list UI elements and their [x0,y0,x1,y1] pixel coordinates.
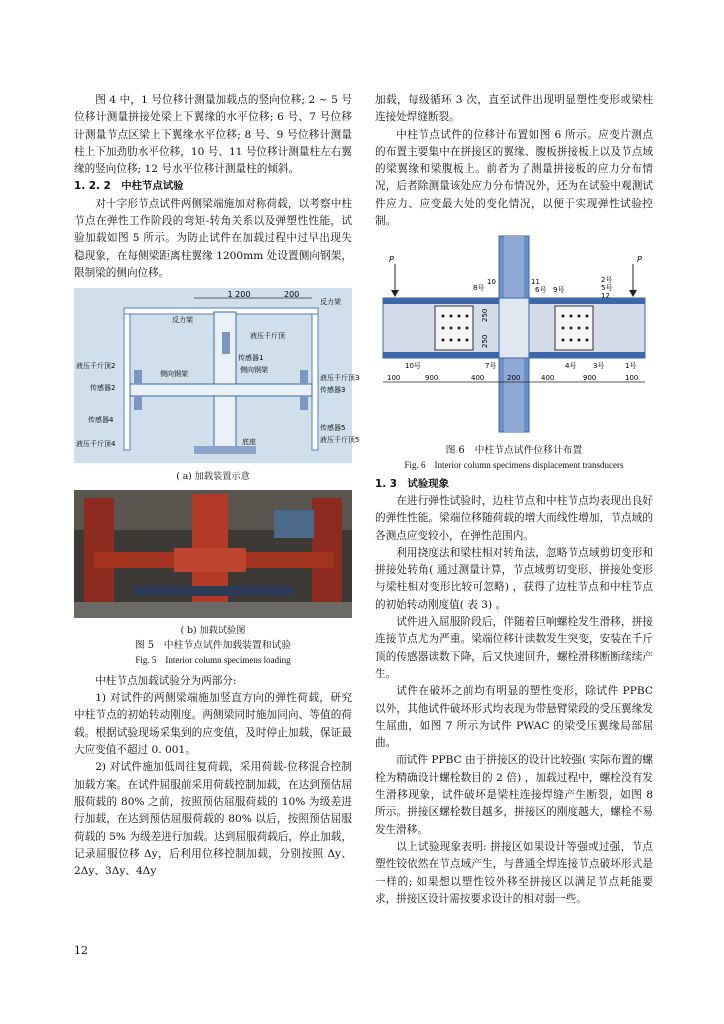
paragraph: 2) 对试件施加低周往复荷载，采用荷载-位移混合控制加载方案。在试件屈服前采用荷载控制加载，在达到预估屈服荷载的 80% 之前，按照预估屈服荷载的 10% 为级差进行加载，在达到预估屈服荷载的 80% 以后，按照预估屈服荷载的 5% 为级差进行加载。达到屈服荷载后，停止加载，记录屈服位移 Δy，后利用位移控制加载，分别按照 Δy、2Δy、3Δy、4Δy [74,761,352,878]
paragraph: 而试件 PPBC 由于拼接区的设计比较强( 实际布置的螺栓为精确设计螺栓数目的 2 倍) ，加载过程中，螺栓没有发生滑移现象，试件破坏是梁柱连接焊缝产生断裂，如图 8 所示。拼接区螺栓数目越多，拼接区的刚度越大，螺栓不易发生滑移。 [375,754,653,836]
paragraph: 1) 对试件的两侧梁端施加竖直方向的弹性荷载，研究中柱节点的初始转动刚度。两侧梁同时施加同向、等值的荷载。根据试验现场采集到的应变值，及时停止加载，保证最大应变值不超过 0. 001。 [74,692,352,757]
label-t12: 12 [601,292,610,301]
loading-setup-diagram [74,288,360,463]
label-jack3: 液压千斤顶3 [320,374,360,383]
label-load-right: P [637,255,642,265]
figure-6-caption: 图 6 中柱节点试件位移计布置 [445,444,583,456]
paragraph: 试件进入屈服阶段后，伴随着巨响螺栓发生滑移，拼接连接节点尤为严重。梁端位移计读数发生突变，安装在千斤顶的传感器读数下降，后又快速回升，螺栓滑移断断续续产生。 [375,616,653,680]
label-sensor5: 传感器5 [320,424,346,433]
label-jack-top: 液压千斤顶 [250,332,285,341]
transducer-layout-diagram [375,236,653,436]
label-load-left: P [389,255,394,265]
label-jack5: 液压千斤顶5 [320,436,360,445]
label-lateral-left: 侧向钢架 [160,370,188,379]
label-dim-100a: 100 [387,374,401,383]
section-heading: 1. 3 试验现象 [375,477,449,490]
paragraph: 试件在破坏之前均有明显的塑性变形，除试件 PPBC 以外，其他试件破坏形式均表现为带悬臂梁段的受压翼缘发生屈曲，如图 7 所示为试件 PWAC 的梁受压翼缘局部屈曲。 [375,685,653,750]
figure-5a [74,288,360,483]
figure-6 [375,236,653,471]
figure-5a-caption: ( a) 加载装置示意 [176,470,250,482]
paragraph: 以上试验现象表明: 拼接区如果设计等强或过强，节点塑性铰依然在节点域产生，与普通全焊连接节点破坏形式是一样的; 如果想以塑性铰外移至拼接区以满足节点耗能要求，拼接区设计需按要求设计的相对弱一些。 [375,840,653,905]
loading-test-photo [74,490,352,618]
label-reaction-frame-right: 反力架 [320,298,341,307]
section-heading: 1. 2. 2 中柱节点试验 [74,180,184,193]
paragraph: 图 4 中，1 号位移计测量加载点的竖向位移; 2 ~ 5 号位移计测量拼接处梁上下翼缘的水平位移; 6 号、7 号位移计测量节点区梁上下翼缘水平位移; 8 号、9 号位移计测量柱上下加劲肋水平位移，10 号、11 号位移计测量柱左右翼缘的竖向位移; 12 号水平位移计测量柱的倾斜。 [74,94,352,176]
label-t5: 5号 [601,284,613,293]
paragraph: 对十字形节点试件两侧梁端施加对称荷载，以考察中柱节点在弹性工作阶段的弯矩-转角关系以及弹塑性性能，试验加载如图 5 所示。为防止试件在加载过程中过早出现失稳现象，在每侧梁距离柱翼缘 1200mm 处设置侧向钢架，限制梁的侧向位移。 [74,197,352,279]
label-t10a: 10 [487,278,496,287]
dim-200: 200 [284,290,300,300]
label-dim-400a: 400 [471,374,485,383]
label-jack2: 液压千斤顶2 [76,362,116,371]
label-sensor2: 传感器2 [90,384,116,393]
paragraph: 在进行弹性试验时，边柱节点和中柱节点均表现出良好的弹性性能。梁端位移随荷载的增大而线性增加，节点域的各测点应变较小，在弹性范围内。 [375,494,653,542]
label-dim-250a: 250 [481,309,489,323]
label-sensor1: 传感器1 [238,354,264,363]
dim-1200: 1 200 [227,290,251,300]
label-t2: 2号 [601,276,613,285]
label-dim-400b: 400 [541,374,555,383]
label-t3: 3号 [593,362,605,371]
label-sensor3: 传感器3 [320,386,346,395]
label-dim-100b: 100 [625,374,639,383]
label-t6: 6号 [535,286,547,295]
figure-5-caption: 图 5 中柱节点试件加载装置和试验 [134,639,292,651]
paragraph: 中柱节点加载试验分为两部分: [95,674,237,687]
label-sensor4: 传感器4 [88,416,114,425]
label-lateral-right: 侧向钢架 [240,366,268,375]
label-t10b: 10号 [405,362,421,371]
label-t11: 11 [531,278,540,287]
label-t8: 8号 [473,284,485,293]
label-dim-200: 200 [507,374,521,383]
left-column [74,92,360,880]
figure-5b-caption: ( b) 加载试验图 [180,624,246,636]
label-t7: 7号 [485,362,497,371]
label-jack4: 液压千斤顶4 [76,440,116,449]
label-t4: 4号 [565,362,577,371]
paragraph: 加载，每级循环 3 次，直至试件出现明显塑性变形或梁柱连接处焊缝断裂。 [375,94,653,124]
label-base: 底座 [242,438,256,447]
label-dim-900a: 900 [425,374,439,383]
label-dim-900b: 900 [583,374,597,383]
label-reaction-frame-left: 反力架 [172,316,193,325]
figure-6-caption-en: Fig. 6 Interior column specimens displacement transducers [404,459,624,470]
right-column [375,92,653,908]
page-number: 12 [74,944,88,957]
label-dim-250b: 250 [481,335,489,349]
label-t1: 1号 [625,362,637,371]
figure-5-caption-en: Fig. 5 Interior column specimens loading [135,654,291,665]
paragraph: 利用挠度法和梁柱相对转角法，忽略节点域剪切变形和拼接处转角( 通过测量计算，节点域剪切变形、拼接处变形与梁柱相对变形比较可忽略) ，获得了边柱节点和中柱节点的初始转动刚度值( 表 3) 。 [375,546,653,611]
figure-5b [74,490,352,667]
paragraph: 中柱节点试件的位移计布置如图 6 所示。应变片测点的布置主要集中在拼接区的翼缘、腹板拼接板上以及节点域的梁翼缘和梁腹板上。前者为了测量拼接板的应力分布情况，后者除测量该处应力分布情况外，还为在试验中观测试件应力、应变最大处的变化情况，以便于实现弹性试验控制。 [375,128,653,228]
label-t9: 9号 [553,286,565,295]
